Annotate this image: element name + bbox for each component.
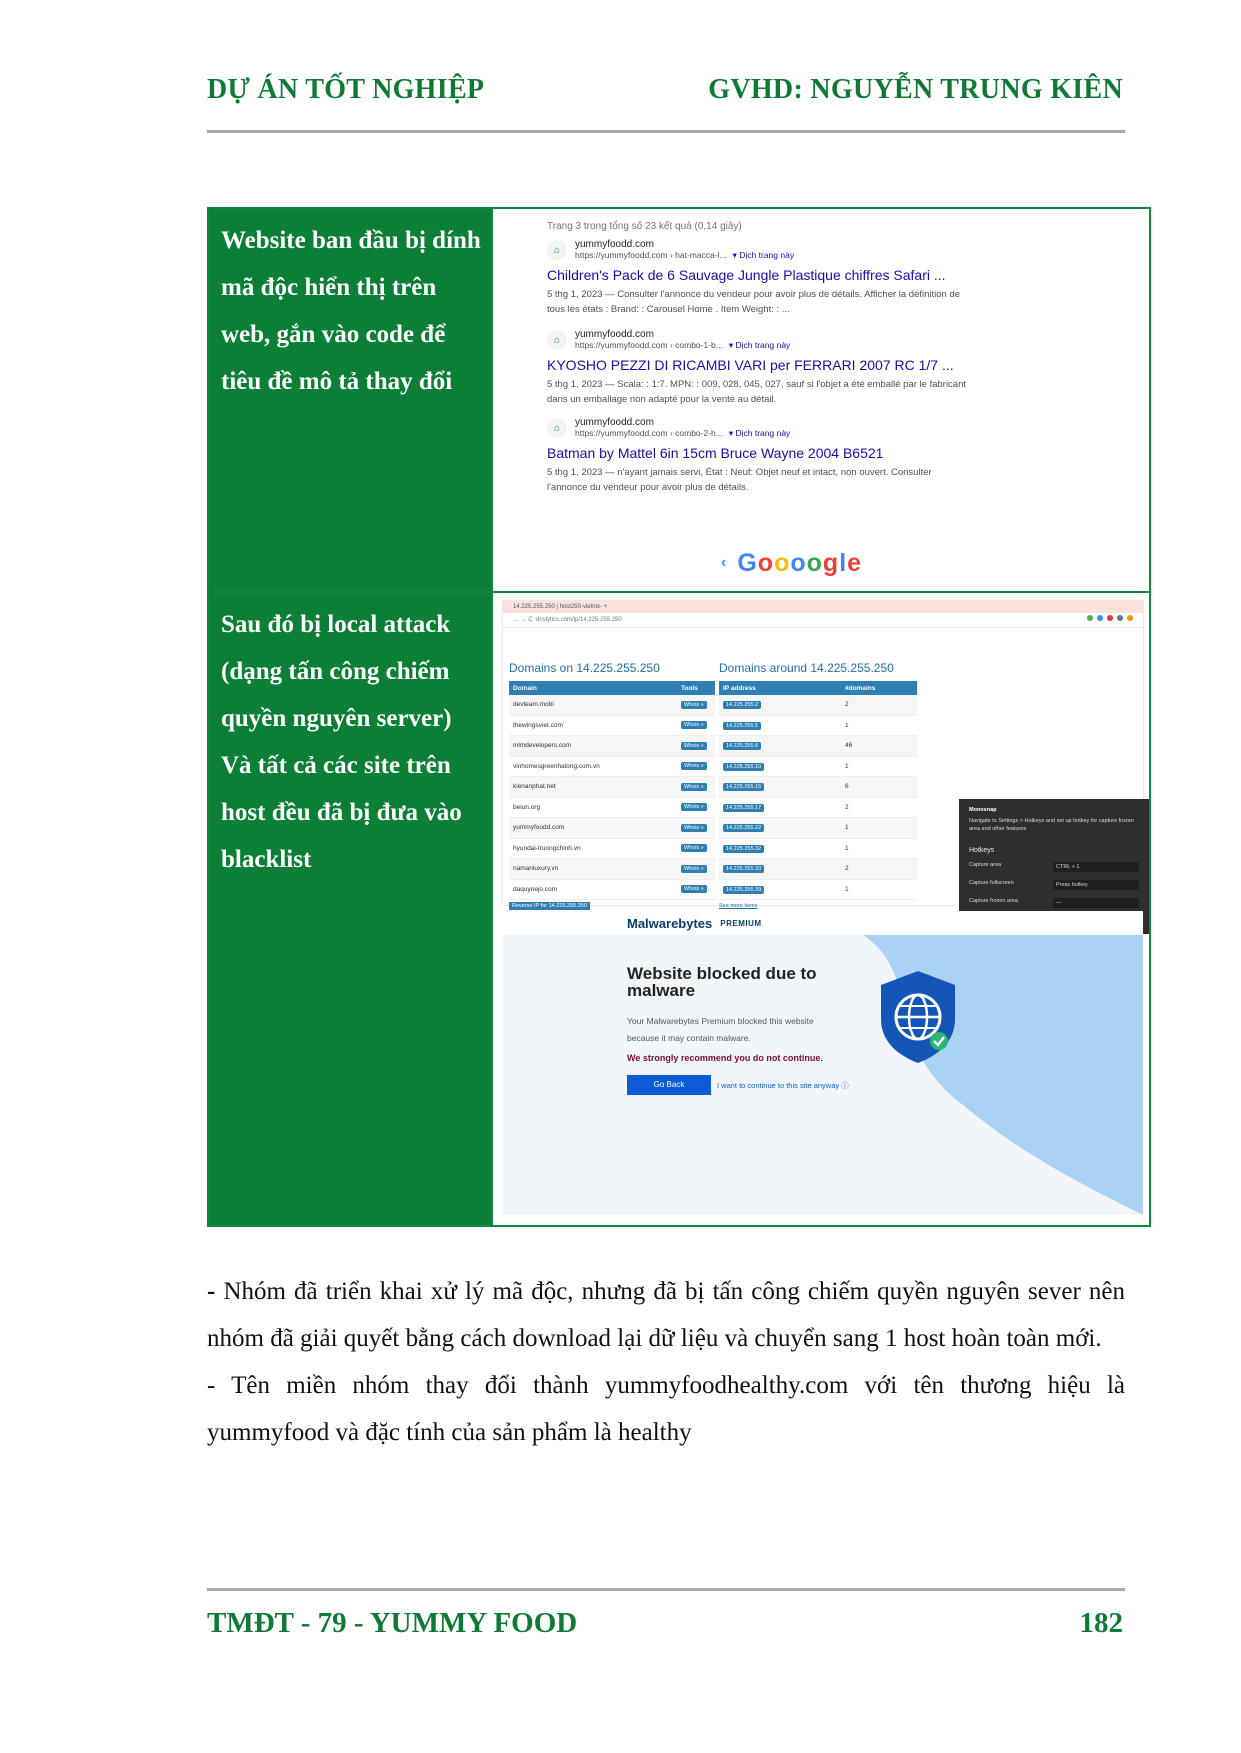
domain-count: 6 <box>845 783 849 791</box>
table-row <box>509 716 715 737</box>
domain-cell: namanluxury.vn <box>513 865 559 873</box>
url-text: dnslytics.com/ip/14.225.255.250 <box>536 617 622 623</box>
continue-anyway-link[interactable] <box>717 1080 849 1091</box>
ip-link[interactable]: 14.225.255.2 <box>723 701 761 709</box>
google-results-screenshot <box>492 208 1150 592</box>
table-row <box>509 859 715 880</box>
ip-link[interactable]: 14.225.255.39 <box>723 886 764 894</box>
result-title-link[interactable]: Batman by Mattel 6in 15cm Bruce Wayne 2004 B6521 <box>547 445 884 461</box>
info-icon[interactable]: ⓘ <box>841 1081 849 1090</box>
reverse-ip-link[interactable]: Reverse IP for 14.225.255.250 <box>509 902 590 910</box>
go-back-button[interactable]: Go Back <box>627 1075 711 1095</box>
result-site-row <box>547 329 967 351</box>
ip-link[interactable]: 14.225.255.15 <box>723 783 764 791</box>
table-row <box>208 208 1150 592</box>
ip-cell <box>719 824 845 831</box>
header-project-title: DỰ ÁN TỐT NGHIỆP <box>207 74 485 105</box>
domain-cell: mlmdevelopers.com <box>513 742 572 750</box>
result-title-link[interactable]: Children's Pack de 6 Sauvage Jungle Plastique chiffres Safari ... <box>547 267 946 283</box>
logo-letter: l <box>839 549 848 577</box>
result-site-meta <box>575 329 790 351</box>
ip-cell <box>719 845 845 852</box>
translate-link[interactable]: ▾ Dịch trang này <box>732 250 795 260</box>
table-row <box>509 818 715 839</box>
domain-cell: devteam.mobi <box>513 701 554 709</box>
ip-cell <box>719 865 845 872</box>
table-row <box>509 695 715 716</box>
ip-cell <box>719 763 845 770</box>
whois-button[interactable]: Whois » <box>681 844 707 852</box>
col-domain: Domain <box>513 684 537 692</box>
logo-letter: o <box>790 549 807 577</box>
row1-description: Website ban đầu bị dính mã độc hiển thị trên web, gắn vào code để tiêu đề mô tả thay đổi <box>208 208 492 592</box>
ip-link[interactable]: 14.225.255.22 <box>723 824 764 832</box>
block-heading: Website blocked due to malware <box>627 964 817 1000</box>
ip-link[interactable]: 14.225.255.6 <box>723 742 761 750</box>
ip-link[interactable]: 14.225.255.32 <box>723 845 764 853</box>
table-row <box>719 880 917 901</box>
table-row <box>719 798 917 819</box>
table-row <box>509 839 715 860</box>
hotkey-label: Capture frozen area <box>969 898 1018 904</box>
whois-button[interactable]: Whois » <box>681 742 707 750</box>
logo-letter: o <box>774 549 791 577</box>
table-row <box>719 716 917 737</box>
hotkey-label: Capture fullscreen <box>969 880 1014 886</box>
domain-cell: yummyfoodd.com <box>513 824 565 832</box>
ip-cell <box>719 804 845 811</box>
hotkey-field[interactable]: Press hotkey <box>1053 880 1139 890</box>
block-explanation: Your Malwarebytes Premium blocked this website because it may contain malware. <box>627 1016 814 1043</box>
search-result <box>547 329 967 407</box>
whois-button[interactable]: Whois » <box>681 865 707 873</box>
result-snippet: 5 thg 1, 2023 — Scala: : 1:7. MPN: : 009, 028, 045, 027, sauf si l'objet a été emballé par le fabricant dans un emballage non adapté pour la vente au détail. <box>547 379 967 405</box>
logo-letter: G <box>737 549 758 577</box>
page-number: 182 <box>1079 1607 1123 1639</box>
ip-link[interactable]: 14.225.255.10 <box>723 763 764 771</box>
hotkey-field[interactable]: CTRL + 1 <box>1053 862 1139 872</box>
site-favicon-icon: ⌂ <box>547 330 567 350</box>
google-logo-text <box>737 549 862 577</box>
malwarebytes-logo: Malwarebytes <box>627 915 713 931</box>
hotkey-row <box>969 898 1139 908</box>
continue-anyway-text: I want to continue to this site anyway <box>717 1081 840 1090</box>
table-row <box>719 736 917 757</box>
browser-tab-title: 14.225.255.250 | host250-vietnix- <box>513 604 602 610</box>
table-row <box>719 859 917 880</box>
domain-count: 2 <box>845 701 849 709</box>
col-ip: IP address <box>723 684 756 692</box>
domains-on-table <box>509 661 715 909</box>
result-snippet: 5 thg 1, 2023 — n'ayant jamais servi, État : Neuf: Objet neuf et intact, non ouvert. Consulter l'annonce du vendeur pour avoir plus de détails. <box>547 467 932 493</box>
domain-count: 2 <box>845 803 849 811</box>
footer-course: TMĐT - 79 - YUMMY FOOD <box>207 1607 578 1639</box>
hotkey-label: Capture area <box>969 862 1002 868</box>
search-stats: Trang 3 trong tổng số 23 kết quả (0,14 giây) <box>547 221 742 232</box>
ip-cell <box>719 722 845 729</box>
hotkey-row <box>969 862 1139 872</box>
logo-letter: g <box>822 549 840 577</box>
ip-cell <box>719 701 845 708</box>
domain-count: 1 <box>845 824 849 832</box>
body-paragraph-1 <box>207 1268 1125 1362</box>
whois-button[interactable]: Whois » <box>681 762 707 770</box>
result-site-name: yummyfoodd.com <box>575 239 654 250</box>
logo-letter: o <box>806 549 823 577</box>
table-row <box>509 880 715 901</box>
ip-cell <box>719 886 845 893</box>
header-divider <box>207 130 1125 133</box>
result-snippet: 5 thg 1, 2023 — Consulter l'annonce du vendeur pour avoir plus de détails. Afficher la définition de tous les états : Brand: : Carousel Home . Item Weight: : ... <box>547 289 961 315</box>
new-tab-icon[interactable]: + <box>603 604 608 610</box>
domain-count: 1 <box>845 721 849 729</box>
table-row <box>719 818 917 839</box>
header-supervisor: GVHD: NGUYỄN TRUNG KIÊN <box>708 74 1123 105</box>
site-favicon-icon: ⌂ <box>547 240 567 260</box>
table-row <box>208 592 1150 1226</box>
search-result <box>547 417 967 495</box>
ip-link[interactable]: 14.225.255.17 <box>723 804 764 812</box>
paragraph-1-text: Nhóm đã triển khai xử lý mã độc, nhưng đã bị tấn công chiếm quyền nguyên sever nên nhóm đã giải quyết bằng cách download lại dữ liệu và chuyển sang 1 host hoàn toàn mới. <box>207 1278 1125 1352</box>
premium-label: PREMIUM <box>720 918 762 928</box>
hotkey-field[interactable]: — <box>1053 898 1139 908</box>
whois-button[interactable]: Whois » <box>681 803 707 811</box>
table-row <box>719 839 917 860</box>
popup-subtitle: Navigate to Settings > Hotkeys and set up hotkey for capture frozen area and other features <box>969 818 1134 832</box>
result-site-row <box>547 417 967 439</box>
bullet-dash: - <box>207 1278 216 1305</box>
result-url: https://yummyfoodd.com › combo-1-b... ▾ Dịch trang này <box>575 340 791 350</box>
result-site-meta <box>575 417 790 439</box>
col-count: #domains <box>845 684 876 692</box>
result-site-row <box>547 239 967 261</box>
nav-arrows-icon[interactable]: ← → C <box>513 617 533 623</box>
ip-cell <box>719 742 845 749</box>
table-row <box>719 777 917 798</box>
translate-link[interactable]: ▾ Dịch trang này <box>728 428 791 438</box>
ip-link[interactable]: 14.225.255.33 <box>723 865 764 873</box>
domains-around-caption: Domains around 14.225.255.250 <box>719 661 894 675</box>
browser-tab[interactable] <box>503 601 1143 613</box>
domain-cell: thewingsviet.com <box>513 721 563 729</box>
logo-letter: e <box>847 549 863 577</box>
table-row <box>509 777 715 798</box>
translate-link[interactable]: ▾ Dịch trang này <box>728 340 791 350</box>
address-bar[interactable] <box>503 613 1143 628</box>
table-row <box>719 695 917 716</box>
evidence-table <box>207 207 1151 1227</box>
domain-count: 1 <box>845 762 849 770</box>
col-tools: Tools <box>681 684 698 692</box>
ip-link[interactable]: 14.225.255.5 <box>723 722 761 730</box>
whois-button[interactable]: Whois » <box>681 885 707 893</box>
table-row <box>509 757 715 778</box>
see-more-link[interactable]: See more items <box>719 903 758 909</box>
body-text <box>207 1268 1125 1456</box>
shield-globe-icon <box>873 967 963 1067</box>
domain-cell: hyundai-truongchinh.vn <box>513 844 581 852</box>
google-pagination-logo[interactable] <box>721 549 862 578</box>
domain-cell: kienanphat.net <box>513 783 556 791</box>
logo-letter: o <box>757 549 775 577</box>
body-paragraph-2: - Tên miền nhóm thay đổi thành yummyfoodhealthy.com với tên thương hiệu là yummyfood và đặc tính của sản phẩm là healthy <box>207 1372 1125 1446</box>
result-site-name: yummyfoodd.com <box>575 417 654 428</box>
site-favicon-icon: ⌂ <box>547 418 567 438</box>
footer-divider <box>207 1588 1125 1591</box>
domain-cell: beiun.org <box>513 803 541 811</box>
domain-count: 2 <box>845 865 849 873</box>
domains-on-caption: Domains on 14.225.255.250 <box>509 661 660 675</box>
domain-count: 46 <box>845 742 853 750</box>
result-site-name: yummyfoodd.com <box>575 329 654 340</box>
table-row <box>509 736 715 757</box>
hotkeys-label: Hotkeys <box>969 847 995 854</box>
domain-cell: daquynejo.com <box>513 885 558 893</box>
attack-screenshots <box>492 592 1150 1226</box>
whois-button[interactable]: Whois » <box>681 701 707 709</box>
popup-title: Monosnap <box>969 807 997 813</box>
result-title-link[interactable]: KYOSHO PEZZI DI RICAMBI VARI per FERRARI 2007 RC 1/7 ... <box>547 357 954 373</box>
domain-cell: vinhomesgreenhalong.com.vn <box>513 762 600 770</box>
chevron-left-icon[interactable]: ‹ <box>721 554 728 571</box>
whois-button[interactable]: Whois » <box>681 824 707 832</box>
result-url: https://yummyfoodd.com › hat-macca-l... ▾ Dịch trang này <box>575 250 795 260</box>
domains-around-table <box>719 661 917 909</box>
malwarebytes-block-page <box>503 911 1143 1215</box>
domain-count: 1 <box>845 844 849 852</box>
table-row <box>509 798 715 819</box>
extension-icons[interactable] <box>1083 613 1133 627</box>
table-row <box>719 757 917 778</box>
result-url: https://yummyfoodd.com › combo-2-h... ▾ Dịch trang này <box>575 428 791 438</box>
hotkey-row <box>969 880 1139 890</box>
result-site-meta <box>575 239 794 261</box>
ip-cell <box>719 783 845 790</box>
dnslytics-browser-window <box>503 601 1143 909</box>
row2-description: Sau đó bị local attack (dạng tấn công chiếm quyền nguyên server) Và tất cả các site trên host đều đã bị đưa vào blacklist <box>208 592 492 1226</box>
whois-button[interactable]: Whois » <box>681 783 707 791</box>
search-result <box>547 239 967 317</box>
whois-button[interactable]: Whois » <box>681 721 707 729</box>
block-warning: We strongly recommend you do not continue. <box>627 1053 823 1063</box>
domain-count: 1 <box>845 885 849 893</box>
